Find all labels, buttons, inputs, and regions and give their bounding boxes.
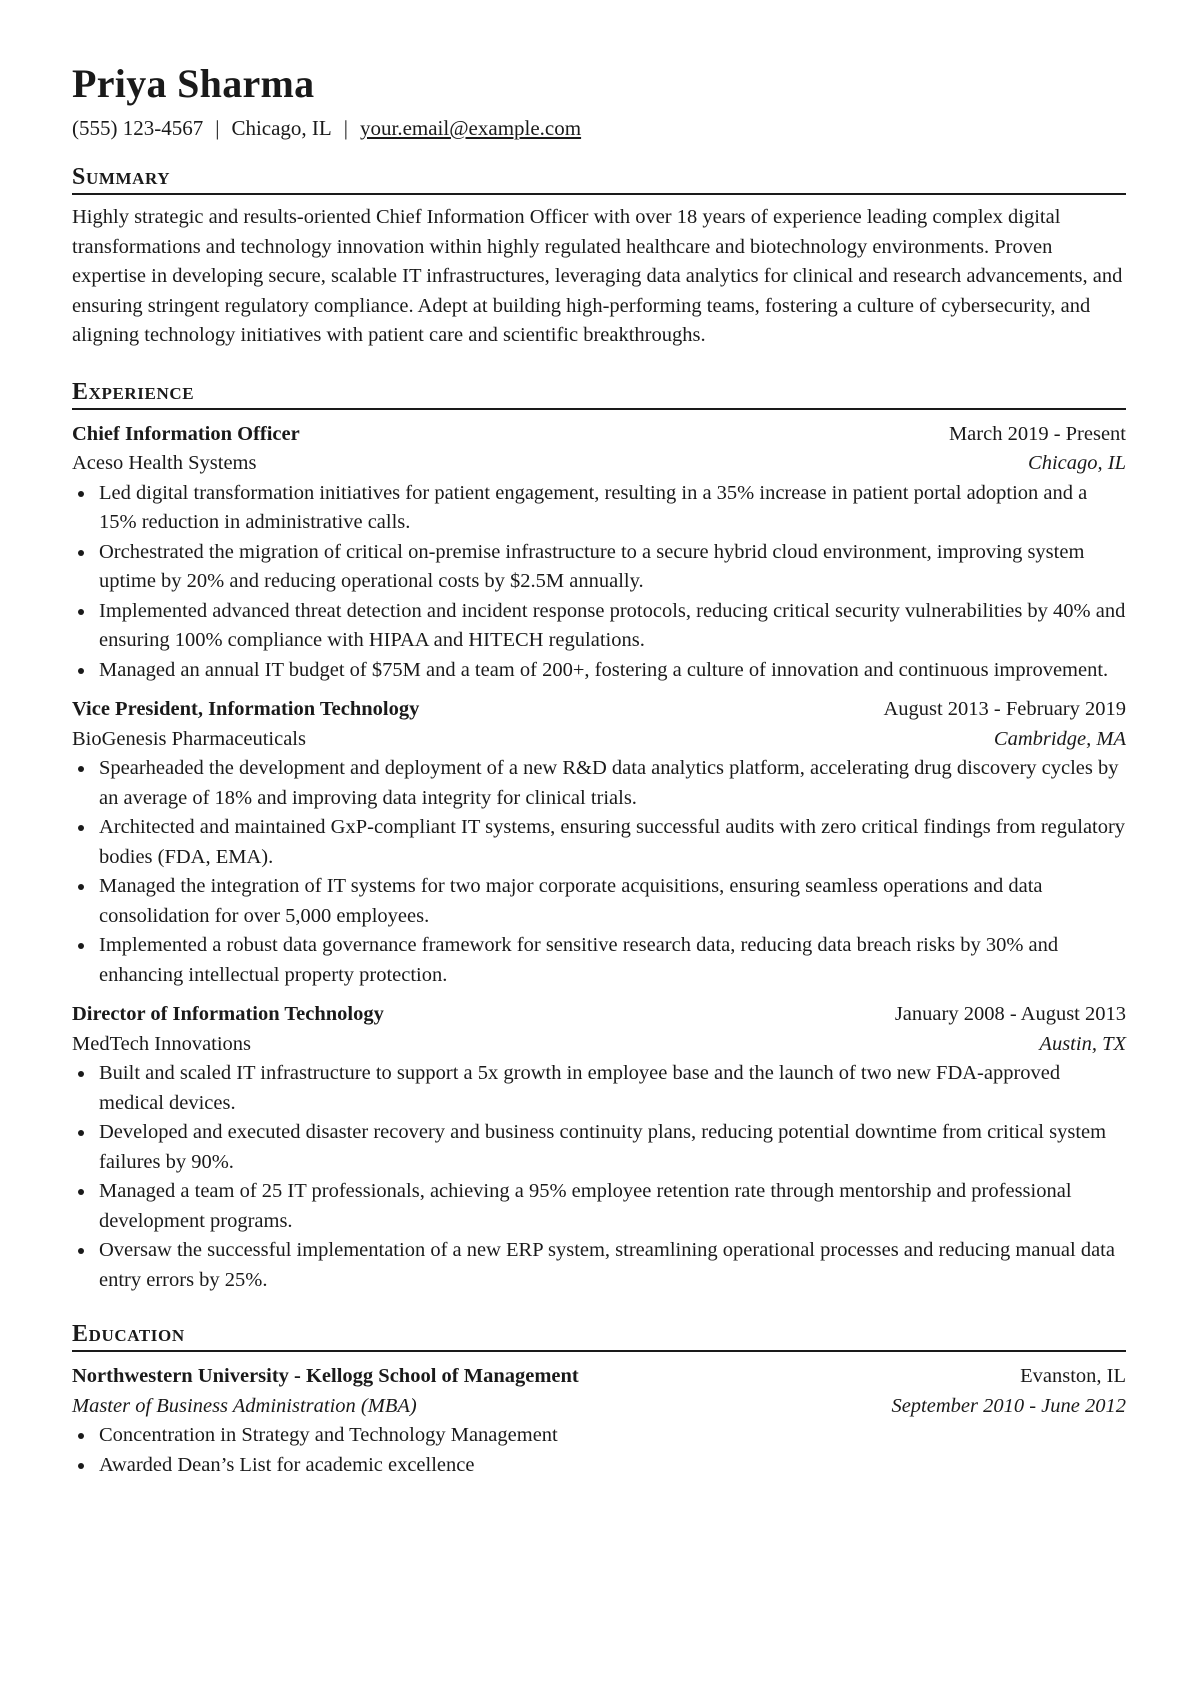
job-bullets [72, 479, 1126, 686]
bullet-text: Awarded Dean’s List for academic excellence [99, 1453, 475, 1476]
list-item [72, 538, 1126, 597]
job-entry [72, 695, 1126, 990]
bullet-icon [78, 825, 84, 831]
degree-name: Master of Business Administration (MBA) [72, 1394, 417, 1417]
separator: | [343, 116, 348, 140]
list-item [72, 1421, 1126, 1451]
job-dates: January 2008 - August 2013 [894, 1003, 1126, 1025]
bullet-icon [78, 1130, 84, 1136]
company-name: Aceso Health Systems [72, 452, 257, 474]
job-title: Chief Information Officer [72, 422, 300, 445]
education-bullets [72, 1421, 1126, 1480]
job-bullets [72, 754, 1126, 990]
education-subheader [72, 1392, 1126, 1422]
bullet-text: Concentration in Strategy and Technology Management [99, 1424, 558, 1446]
bullet-icon [78, 1189, 84, 1195]
school-name: Northwestern University - Kellogg School of Management [72, 1365, 579, 1387]
job-title: Director of Information Technology [72, 1003, 384, 1025]
bullet-text: Built and scaled IT infrastructure to support a 5x growth in employee base and the launch of two new FDA-approved medical devices. [99, 1062, 1061, 1114]
section-heading-summary: Summary [72, 162, 1126, 195]
list-item [72, 479, 1126, 538]
job-header [72, 695, 1126, 725]
bullet-icon [78, 766, 84, 772]
job-subheader [72, 449, 1126, 479]
job-bullets [72, 1059, 1126, 1295]
list-item [72, 754, 1126, 813]
bullet-text: Managed a team of 25 IT professionals, achieving a 95% employee retention rate through mentorship and professional development programs. [99, 1180, 1072, 1232]
job-entry [72, 1000, 1126, 1295]
job-subheader [72, 725, 1126, 755]
job-header [72, 1000, 1126, 1030]
summary-section [72, 162, 1126, 351]
bullet-icon [78, 1071, 84, 1077]
job-location: Chicago, IL [1028, 452, 1126, 474]
bullet-text: Managed an annual IT budget of $75M and a team of 200+, fostering a culture of innovation and continuous improvement. [99, 658, 1109, 681]
job-header [72, 420, 1126, 450]
bullet-text: Implemented advanced threat detection and incident response protocols, reducing critical security vulnerabilities by 40% and ensuring 100% compliance with HIPAA and HITECH regulations. [99, 599, 1126, 651]
bullet-text: Led digital transformation initiatives for patient engagement, resulting in a 35% increase in patient portal adoption and a 15% reduction in administrative calls. [99, 481, 1088, 533]
list-item [72, 1059, 1126, 1118]
bullet-icon [78, 943, 84, 949]
list-item [72, 1118, 1126, 1177]
list-item [72, 813, 1126, 872]
bullet-icon [78, 1248, 84, 1254]
experience-section [72, 377, 1126, 1296]
bullet-icon [78, 1433, 84, 1439]
summary-text: Highly strategic and results-oriented Chief Information Officer with over 18 years of experience leading complex digital transformations and technology innovation within highly regulated healthcare and biotechnology environments. Proven expertise in developing secure, scalable IT infrastructures, leveraging data analytics for clinical and research advancements, and ensuring stringent regulatory compliance. Adept at building high-performing teams, fostering a culture of cybersecurity, and aligning technology initiatives with patient care and scientific breakthroughs. [72, 206, 1123, 346]
job-entry [72, 420, 1126, 686]
bullet-icon [78, 550, 84, 556]
bullet-text: Architected and maintained GxP-compliant IT systems, ensuring successful audits with zero critical findings from regulatory bodies (FDA, EMA). [99, 816, 1126, 868]
bullet-text: Developed and executed disaster recovery and business continuity plans, reducing potential downtime from critical system failures by 90%. [99, 1121, 1107, 1173]
bullet-text: Managed the integration of IT systems for two major corporate acquisitions, ensuring seamless operations and data consolidation for over 5,000 employees. [99, 875, 1043, 927]
bullet-icon [78, 491, 84, 497]
company-name: BioGenesis Pharmaceuticals [72, 727, 306, 750]
candidate-name: Priya Sharma [72, 61, 315, 106]
resume-header [72, 60, 1126, 142]
bullet-icon [78, 884, 84, 890]
bullet-text: Spearheaded the development and deployment of a new R&D data analytics platform, accelerating drug discovery cycles by an average of 18% and improving data integrity for clinical trials. [99, 757, 1119, 809]
bullet-text: Implemented a robust data governance framework for sensitive research data, reducing data breach risks by 30% and enhancing intellectual property protection. [99, 934, 1059, 986]
list-item [72, 931, 1126, 990]
contact-line [72, 114, 1126, 142]
bullet-icon [78, 1463, 84, 1469]
job-title: Vice President, Information Technology [72, 698, 420, 720]
phone-number: (555) 123-4567 [72, 116, 204, 140]
list-item [72, 656, 1126, 686]
job-location: Austin, TX [1039, 1032, 1126, 1055]
job-subheader [72, 1030, 1126, 1060]
education-header [72, 1362, 1126, 1392]
education-section [72, 1319, 1126, 1480]
company-name: MedTech Innovations [72, 1032, 252, 1055]
school-location: Evanston, IL [1020, 1365, 1126, 1387]
separator: | [215, 116, 220, 140]
job-dates: August 2013 - February 2019 [883, 698, 1126, 720]
job-location: Cambridge, MA [993, 727, 1126, 750]
list-item [72, 1177, 1126, 1236]
location: Chicago, IL [231, 116, 332, 140]
education-entry [72, 1362, 1126, 1480]
section-heading-education: Education [72, 1319, 1126, 1352]
job-dates: March 2019 - Present [948, 422, 1126, 445]
list-item [72, 1451, 1126, 1481]
bullet-icon [78, 668, 84, 674]
resume-page [72, 60, 1126, 1480]
bullet-icon [78, 609, 84, 615]
bullet-text: Oversaw the successful implementation of a new ERP system, streamlining operational processes and reducing manual data entry errors by 25%. [99, 1239, 1115, 1291]
bullet-text: Orchestrated the migration of critical on-premise infrastructure to a secure hybrid cloud environment, improving system uptime by 20% and reducing operational costs by $2.5M annually. [99, 540, 1085, 592]
email-link[interactable]: your.email@example.com [359, 116, 582, 140]
education-dates: September 2010 - June 2012 [891, 1394, 1126, 1417]
section-heading-experience: Experience [72, 377, 1126, 410]
list-item [72, 597, 1126, 656]
list-item [72, 1236, 1126, 1295]
list-item [72, 872, 1126, 931]
